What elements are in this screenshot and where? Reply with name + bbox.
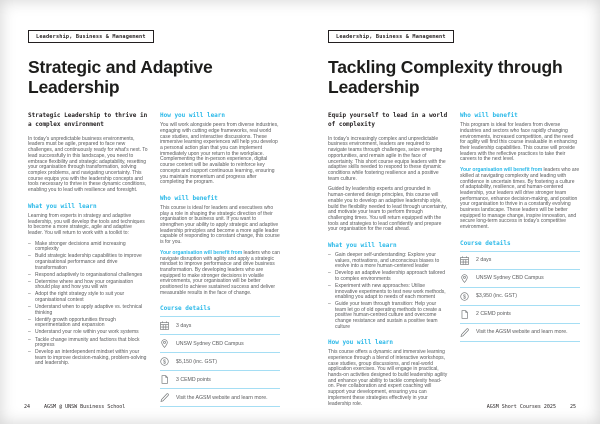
course-subtitle: Strategic Leadership to thrive in a complex environment <box>28 112 148 129</box>
list-item: – Develop an adaptive leadership approach tailored to complex environments <box>328 271 448 282</box>
list-item: – Tackle change immunity and factions that block progress <box>28 338 148 349</box>
detail-points: 2 CEMD points <box>476 311 511 318</box>
org-benefit-rest: leaders who are skilled at navigating complexity and leading with confidence in uncertain times. By fostering a culture of adaptability, resilience, and human-centered leadership, your leaders will drive stronger team performance, enhance decision-making, and position your organisation to thrive in a constantly evolving business landscape. These leaders will be better equipped to manage change, inspire innovation, and secure long-term success in today's competitive environment. <box>460 167 580 231</box>
detail-row-duration <box>460 251 580 270</box>
left-page-column-1 <box>28 111 148 407</box>
how-you-will-learn-text: You will work alongside peers from diverse industries, engaging with cutting edge frameworks, real world case studies, and interactive discussions. These immersive learning experiences will help you develop a personal action plan that you can implement immediately upon your return to the workplace. Complementing the in-person experience, digital course content will be available to reinforce key concepts and support continuous learning, ensuring you maintain momentum and progress after completing the program. <box>160 122 279 186</box>
org-benefit-lead: Your organisation will benefit from <box>460 167 543 174</box>
who-will-benefit-heading: Who will benefit <box>460 112 518 120</box>
website-link[interactable]: Visit the AGSM website and learn more. <box>476 329 568 336</box>
svg-text:$: $ <box>463 294 466 301</box>
location-pin-icon <box>160 339 169 348</box>
list-item: – Make stronger decisions amid increasing complexity <box>28 242 148 253</box>
learn-bullet-list <box>328 253 448 330</box>
link-icon <box>160 393 169 402</box>
points-icon <box>460 310 469 319</box>
right-page-column-2 <box>460 111 580 412</box>
detail-duration: 2 days <box>476 257 492 264</box>
detail-row-points <box>160 371 280 389</box>
detail-points: 3 CEMD points <box>176 376 211 383</box>
detail-row-location <box>160 335 280 353</box>
detail-row-price <box>160 353 280 371</box>
detail-location: UNSW Sydney CBD Campus <box>176 340 244 347</box>
list-item: – Adopt the right strategy style to suit your organisational context <box>28 292 148 303</box>
course-details-table <box>160 316 280 407</box>
category-tag: Leadership, Business & Management <box>328 30 454 43</box>
what-you-will-learn-heading: What you will learn <box>328 242 397 250</box>
course-details-table <box>460 251 580 342</box>
course-details-heading: Course details <box>460 239 511 247</box>
page-number: 25 <box>569 404 576 410</box>
footer-publication: AGSM Short Courses 2025 <box>486 404 556 410</box>
category-tag: Leadership, Business & Management <box>28 30 154 43</box>
calendar-icon <box>460 256 469 265</box>
footer-left <box>24 404 125 410</box>
org-benefit-text <box>160 251 280 297</box>
org-benefit-rest: leaders who can navigate disruption with agility and apply a strategic mindset to improve performance and drive business transformation. By developing leaders who are equipped to make stronger decisions in volatile environments, your organisation will be better positioned to achieve sustained success and deliver measurable results in the face of change. <box>160 249 280 296</box>
page-number: 24 <box>24 404 31 410</box>
page-title: Strategic and Adaptive Leadership <box>28 57 213 97</box>
detail-row-duration <box>160 316 280 335</box>
right-page-column-1 <box>328 111 448 412</box>
detail-row-location <box>460 270 580 288</box>
list-item: – Respond adaptively to organisational challenges <box>28 273 148 279</box>
detail-row-points <box>460 306 580 324</box>
course-details-heading: Course details <box>160 305 211 313</box>
detail-row-website <box>160 389 280 407</box>
course-intro-1: In today's increasingly complex and unpredictable business environment, leaders are required to navigate teams through challenges, seize emerging opportunities, and remain agile in the face of uncertainty. This short course equips leaders with the adaptive skills needed to respond to these dynamic conditions while fostering resilience and a positive team culture. <box>328 135 446 182</box>
footer-right <box>487 404 576 410</box>
learn-bullet-list <box>28 242 148 367</box>
list-item: – Build strategic leadership capabilities to improve organisational performance and drive transformation <box>28 254 148 271</box>
org-benefit-lead: Your organisation will benefit from <box>160 249 243 256</box>
how-you-will-learn-text: This course offers a dynamic and immersive learning experience through a blend of interactive workshops, case studies, group discussions, and real-world application exercises. You will engage in practical, hands-on activities designed to build leadership agility and enhance your ability to tackle complexity head-on. Peer collaboration and expert coaching will support your development, ensuring you can implement these strategies effectively in your leadership role. <box>328 349 448 407</box>
who-will-benefit-heading: Who will benefit <box>160 194 218 202</box>
calendar-icon <box>160 321 169 330</box>
what-you-will-learn-heading: What you will learn <box>28 202 97 210</box>
list-item: – Guide your team through transition: Help your team let go of old operating methods to create a positive human-centred culture and overcome change resistance and sustain a positive team culture <box>328 302 448 330</box>
how-you-will-learn-heading: How you will learn <box>328 339 394 347</box>
detail-row-website <box>460 324 580 342</box>
page-title: Tackling Complexity through Leadership <box>328 57 563 97</box>
detail-price: $5,150 (inc. GST) <box>176 358 217 365</box>
detail-location: UNSW Sydney CBD Campus <box>476 275 544 282</box>
list-item: – Understand your role within your work systems <box>28 330 148 336</box>
list-item: – Experiment with new approaches: Utilise innovative experiments to test new work methods, enabling you adapt to needs of each moment <box>328 284 448 301</box>
who-will-benefit-text: This course is ideal for leaders and executives who play a role in shaping the strategic direction of their organisation or business unit. If you want to strengthen your ability to apply strategic and adaptive leadership principles and become a more agile leader capable of responding to constant change, this course is for you. <box>160 204 280 246</box>
detail-price: $3,950 (inc. GST) <box>476 293 517 300</box>
website-link[interactable]: Visit the AGSM website and learn more. <box>176 394 268 401</box>
link-icon <box>460 328 469 337</box>
footer-publication: AGSM @ UNSW Business School <box>44 404 126 410</box>
list-item: – Gain deeper self-understanding: Explore your values, motivations, and unconscious biases to evolve into a more human-centered leader <box>328 253 448 270</box>
who-will-benefit-text: This program is ideal for leaders from diverse industries and sectors who face rapidly changing environments, increased competition, and the need for agility will find this course invaluable in enhancing their leadership capabilities. This course will provide leaders with the reflective practices to take their careers to the next level. <box>460 122 578 163</box>
page-right <box>300 0 600 424</box>
course-subtitle: Equip yourself to lead in a world of complexity <box>328 112 448 129</box>
course-intro-2: Guided by leadership experts and grounded in human-centered design principles, this course will enable you to develop an adaptive leadership style, build the flexibility needed to lead through uncertainty, and motivate your team to perform through challenging times. You will return equipped with the tools and strategies to lead confidently and prepare your organisation for the road ahead. <box>328 186 447 233</box>
list-item: – Determine where and how your organisation should play and how you will win <box>28 280 148 291</box>
list-item: – Understand when to apply adaptive vs. technical thinking <box>28 305 148 316</box>
how-you-will-learn-heading: How you will learn <box>160 112 226 120</box>
svg-text:$: $ <box>163 359 166 366</box>
price-icon <box>460 292 469 301</box>
detail-row-price <box>460 288 580 306</box>
price-icon <box>160 357 169 366</box>
course-intro: In today's unpredictable business environments, leaders must be agile, prepared to face new challenges, and continuously ready for what's next. To lead successfully in this landscape, you need to embrace flexibility and strategic adaptability, resetting your organisation through transformation, solving complex problems, and navigating uncertainty. This course equips you with the leadership concepts and tools necessary to thrive in these dynamic conditions, enabling you to lead with resilience and foresight. <box>28 135 148 194</box>
org-benefit-text <box>460 168 580 231</box>
points-icon <box>160 375 169 384</box>
detail-duration: 3 days <box>176 322 192 329</box>
learn-intro: Learning from experts in strategy and adaptive leadership, you will develop the tools and techniques to become a more strategic, agile and adaptive leader. You will return to work with a toolkit to: <box>28 212 145 236</box>
left-page-column-2 <box>160 111 280 407</box>
list-item: – Develop an interdependent mindset within your team to improve decision-making, problem-solving and leadership. <box>28 350 148 367</box>
list-item: – Identify growth opportunities through experimentation and expansion <box>28 318 148 329</box>
location-pin-icon <box>460 274 469 283</box>
